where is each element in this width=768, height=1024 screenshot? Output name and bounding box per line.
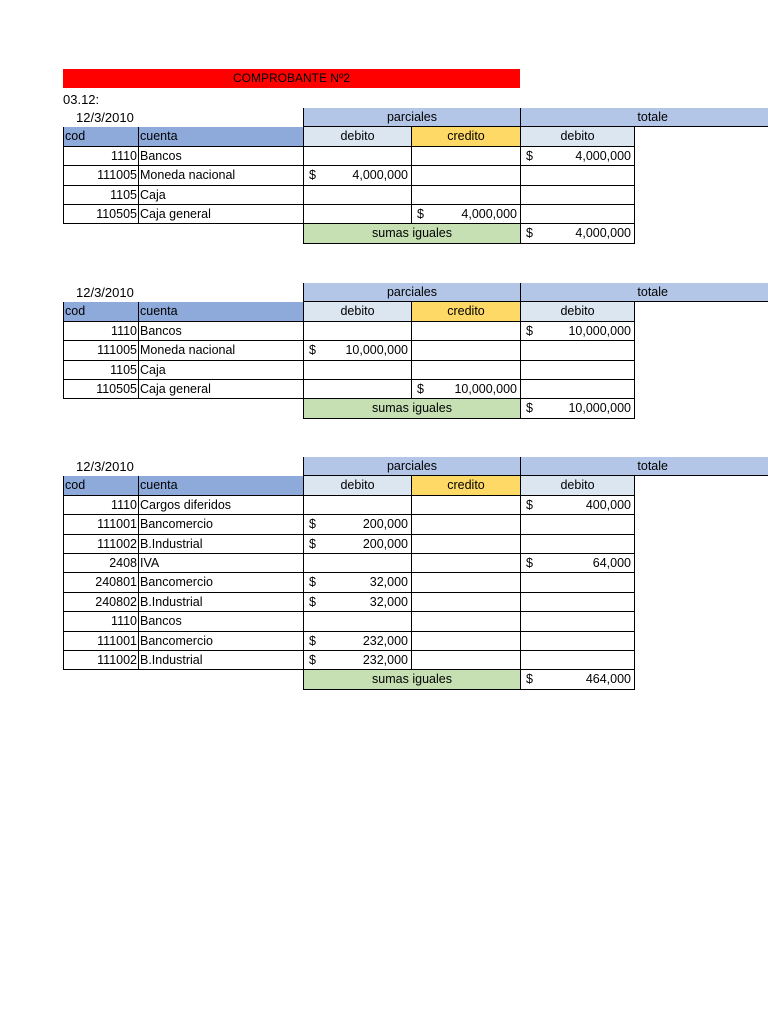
sumas-iguales-row: [63, 399, 768, 418]
currency-symbol: $: [526, 555, 533, 570]
debito-cell: [303, 166, 411, 185]
account-code: 111001: [63, 515, 138, 534]
journal-entry-section: [63, 108, 768, 244]
account-code: 1105: [63, 186, 138, 205]
debito-cell: [303, 573, 411, 592]
sumas-iguales-row: [63, 670, 768, 689]
table-row: [63, 380, 768, 399]
total-cell: [520, 535, 635, 554]
account-name: Bancomercio: [138, 573, 303, 592]
account-code: 240801: [63, 573, 138, 592]
debito-cell: [303, 651, 411, 670]
total-cell: [520, 380, 635, 399]
account-name: IVA: [138, 554, 303, 573]
account-code: 1110: [63, 147, 138, 166]
section-header-row: [63, 457, 768, 476]
table-row: [63, 361, 768, 380]
journal-entry-section: [63, 457, 768, 690]
totales-header[interactable]: [520, 457, 768, 476]
total-cell: [520, 632, 635, 651]
total-amount: 4,000,000: [575, 148, 631, 163]
table-row: [63, 186, 768, 205]
sumas-total-cell: [520, 224, 635, 243]
credito-cell: [411, 593, 520, 612]
credito-cell: [411, 380, 520, 399]
journal-entry-section: [63, 283, 768, 419]
total-cell: [520, 186, 635, 205]
table-row: [63, 651, 768, 670]
currency-symbol: $: [309, 594, 316, 609]
currency-symbol: $: [417, 206, 424, 221]
table-row: [63, 147, 768, 166]
total-cell: [520, 651, 635, 670]
table-row: [63, 322, 768, 341]
total-cell: [520, 515, 635, 534]
debito-cell: [303, 322, 411, 341]
debito-cell: [303, 496, 411, 515]
debito-amount: 10,000,000: [345, 343, 408, 358]
currency-symbol: $: [526, 323, 533, 338]
currency-symbol: $: [309, 536, 316, 551]
currency-symbol: $: [526, 226, 533, 241]
credito-cell: [411, 632, 520, 651]
table-row: [63, 496, 768, 515]
total-cell: [520, 573, 635, 592]
entry-date: 12/3/2010: [76, 459, 134, 474]
section-header-row: [63, 283, 768, 302]
totales-label: totale: [637, 285, 668, 299]
credito-amount: 10,000,000: [454, 381, 517, 396]
cuenta-header: cuenta: [138, 127, 303, 146]
debito-cell: [303, 515, 411, 534]
account-name: B.Industrial: [138, 535, 303, 554]
entry-date: 12/3/2010: [76, 285, 134, 300]
parciales-header: parciales: [303, 108, 520, 127]
sumas-total-amount: 10,000,000: [568, 401, 631, 416]
total-cell: [520, 322, 635, 341]
account-name: Caja general: [138, 380, 303, 399]
total-amount: 400,000: [585, 497, 631, 512]
sumas-total-cell: [520, 670, 635, 689]
account-name: Moneda nacional: [138, 166, 303, 185]
debito-cell: [303, 361, 411, 380]
account-name: Caja general: [138, 205, 303, 224]
total-debito-header: debito: [520, 302, 635, 321]
debito-header: debito: [303, 302, 411, 321]
account-code: 110505: [63, 380, 138, 399]
debito-amount: 32,000: [369, 575, 408, 590]
section-header-row: [63, 108, 768, 127]
credito-cell: [411, 341, 520, 360]
sumas-iguales-label: sumas iguales: [303, 224, 520, 243]
debito-header: debito: [303, 476, 411, 495]
parciales-header: parciales: [303, 283, 520, 302]
sumas-total-cell: [520, 399, 635, 418]
debito-cell: [303, 554, 411, 573]
debito-amount: 200,000: [362, 536, 408, 551]
account-code: 111005: [63, 341, 138, 360]
total-cell: [520, 554, 635, 573]
debito-cell: [303, 341, 411, 360]
table-row: [63, 593, 768, 612]
debito-cell: [303, 380, 411, 399]
cod-header: cod: [63, 476, 138, 495]
debito-cell: [303, 612, 411, 631]
totales-header[interactable]: [520, 108, 768, 127]
credito-cell: [411, 535, 520, 554]
total-cell: [520, 341, 635, 360]
account-name: Moneda nacional: [138, 341, 303, 360]
table-row: [63, 166, 768, 185]
credito-cell: [411, 322, 520, 341]
total-cell: [520, 496, 635, 515]
cod-header: cod: [63, 302, 138, 321]
table-row: [63, 341, 768, 360]
account-code: 2408: [63, 554, 138, 573]
parciales-header: parciales: [303, 457, 520, 476]
credito-amount: 4,000,000: [461, 206, 517, 221]
currency-symbol: $: [526, 497, 533, 512]
debito-cell: [303, 205, 411, 224]
table-row: [63, 632, 768, 651]
currency-symbol: $: [526, 148, 533, 163]
currency-symbol: $: [309, 652, 316, 667]
sumas-total-amount: 464,000: [585, 672, 631, 687]
account-name: Bancos: [138, 612, 303, 631]
currency-symbol: $: [526, 401, 533, 416]
total-cell: [520, 612, 635, 631]
account-code: 111002: [63, 651, 138, 670]
account-name: B.Industrial: [138, 651, 303, 670]
account-name: Bancomercio: [138, 515, 303, 534]
credito-cell: [411, 515, 520, 534]
table-row: [63, 535, 768, 554]
total-cell: [520, 593, 635, 612]
credito-cell: [411, 361, 520, 380]
currency-symbol: $: [309, 633, 316, 648]
account-code: 111005: [63, 166, 138, 185]
account-name: Caja: [138, 361, 303, 380]
total-cell: [520, 166, 635, 185]
totales-header[interactable]: [520, 283, 768, 302]
credito-cell: [411, 573, 520, 592]
credito-cell: [411, 496, 520, 515]
debito-cell: [303, 186, 411, 205]
account-code: 1110: [63, 496, 138, 515]
credito-cell: [411, 612, 520, 631]
debito-amount: 200,000: [362, 517, 408, 532]
sumas-iguales-row: [63, 224, 768, 243]
credito-cell: [411, 651, 520, 670]
credito-header: credito: [411, 476, 520, 495]
total-debito-header: debito: [520, 127, 635, 146]
column-header-row: [63, 302, 768, 321]
total-cell: [520, 205, 635, 224]
currency-symbol: $: [309, 575, 316, 590]
column-header-row: [63, 476, 768, 495]
total-amount: 10,000,000: [568, 323, 631, 338]
debito-cell: [303, 593, 411, 612]
account-name: Cargos diferidos: [138, 496, 303, 515]
table-row: [63, 554, 768, 573]
debito-cell: [303, 535, 411, 554]
column-header-row: [63, 127, 768, 146]
credito-header: credito: [411, 302, 520, 321]
entry-date: 12/3/2010: [76, 110, 134, 125]
account-code: 110505: [63, 205, 138, 224]
currency-symbol: $: [309, 168, 316, 183]
debito-cell: [303, 632, 411, 651]
account-name: Bancomercio: [138, 632, 303, 651]
credito-cell: [411, 554, 520, 573]
debito-amount: 232,000: [362, 652, 408, 667]
debito-amount: 4,000,000: [352, 168, 408, 183]
account-name: Bancos: [138, 147, 303, 166]
credito-cell: [411, 186, 520, 205]
credito-cell: [411, 205, 520, 224]
credito-cell: [411, 166, 520, 185]
total-amount: 64,000: [592, 555, 631, 570]
credito-header: credito: [411, 127, 520, 146]
account-code: 1110: [63, 322, 138, 341]
debito-cell: [303, 147, 411, 166]
currency-symbol: $: [417, 381, 424, 396]
cuenta-header: cuenta: [138, 302, 303, 321]
sumas-iguales-label: sumas iguales: [303, 670, 520, 689]
account-code: 1110: [63, 612, 138, 631]
voucher-title: COMPROBANTE Nº2: [232, 71, 351, 85]
total-debito-header: debito: [520, 476, 635, 495]
account-name: Caja: [138, 186, 303, 205]
total-cell: [520, 147, 635, 166]
sumas-iguales-label: sumas iguales: [303, 399, 520, 418]
currency-symbol: $: [526, 672, 533, 687]
debito-amount: 232,000: [362, 633, 408, 648]
table-row: [63, 612, 768, 631]
total-cell: [520, 361, 635, 380]
currency-symbol: $: [309, 517, 316, 532]
totales-label: totale: [637, 459, 668, 473]
debito-header: debito: [303, 127, 411, 146]
table-row: [63, 205, 768, 224]
table-row: [63, 515, 768, 534]
account-name: B.Industrial: [138, 593, 303, 612]
totales-label: totale: [637, 110, 668, 124]
sumas-total-amount: 4,000,000: [575, 226, 631, 241]
account-name: Bancos: [138, 322, 303, 341]
currency-symbol: $: [309, 343, 316, 358]
cod-header: cod: [63, 127, 138, 146]
account-code: 240802: [63, 593, 138, 612]
account-code: 1105: [63, 361, 138, 380]
table-row: [63, 573, 768, 592]
credito-cell: [411, 147, 520, 166]
account-code: 111001: [63, 632, 138, 651]
debito-amount: 32,000: [369, 594, 408, 609]
account-code: 111002: [63, 535, 138, 554]
cuenta-header: cuenta: [138, 476, 303, 495]
voucher-subhead: 03.12:: [63, 92, 100, 107]
voucher-title-bar: [63, 69, 520, 88]
